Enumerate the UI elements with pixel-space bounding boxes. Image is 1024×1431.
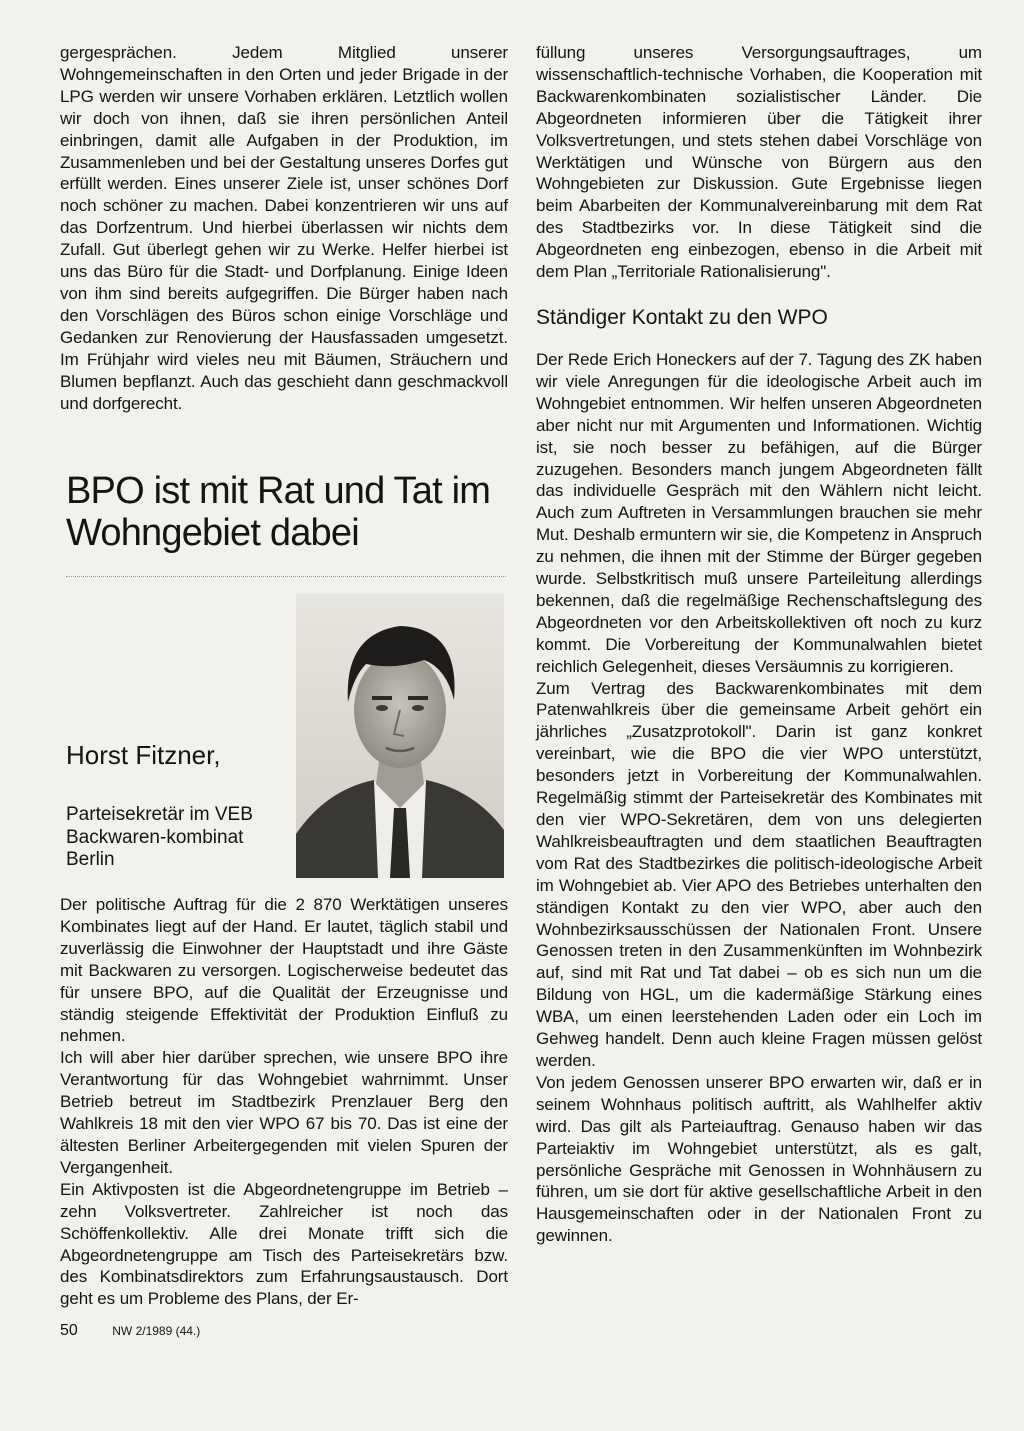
left-article-paragraph-1: Der politische Auftrag für die 2 870 Werktätigen unseres Kombinates liegt auf der Hand. Er lautet, täglich stabil und zuverlässig die Einwohner der Hauptstadt und ihre Gäste mit Backwaren zu versorgen. Logischerweise bedeutet das für unsere BPO, auf die Qualität der Erzeugnisse und ständig steigende Effektivität der Produktion Einfluß zu nehmen. — [60, 895, 508, 1046]
left-article-paragraph-2: Ich will aber hier darüber sprechen, wie unsere BPO ihre Verantwortung für das Wohngebiet wahrnimmt. Unser Betrieb betreut im Stadtbezirk Prenzlauer Berg den Wahlkreis 18 mit den vier WPO 67 bis 70. Das ist eine der ältesten Berliner Arbeitergegenden mit vielen Spuren der Vergangenheit. — [60, 1048, 508, 1177]
headline-divider — [66, 576, 506, 577]
issue-label: NW 2/1989 (44.) — [112, 1324, 201, 1338]
page-footer — [60, 1322, 200, 1340]
right-article-paragraph-3: Von jedem Genossen unserer BPO erwarten wir, daß er in seinem Wohnhaus politisch auftritt, als Wahlhelfer aktiv wird. Das gilt als Parteiauftrag. Genauso haben wir das Parteiaktiv im Wohngebiet unterstützt, als es galt, persönliche Gespräche mit Genossen in Wohnhäusern zu führen, um sie dort für aktive gesellschaftliche Arbeit in den Hausgemeinschaften oder in der Nationalen Front zu gewinnen. — [536, 1072, 982, 1246]
author-portrait-photo — [296, 594, 504, 878]
left-column-article — [60, 894, 508, 1310]
page-number: 50 — [60, 1322, 78, 1339]
left-intro-paragraph: gergesprächen. Jedem Mitglied unserer Wohngemeinschaften in den Orten und jeder Brigade in der LPG werden wir unsere Vorhaben erklären. Letztlich wollen wir doch von ihnen, daß sie ihren persönlichen Anteil einbringen, damit alle Aufgaben in der Produktion, im Zusammenleben und bei der Gestaltung unseres Dorfes gut erfüllt werden. Eines unserer Ziele ist, unser schönes Dorf noch schöner zu machen. Dabei konzentrieren wir uns auf das Dorfzentrum. Und hierbei überlassen wir nichts dem Zufall. Gut überlegt gehen wir zu Werke. Helfer hierbei ist uns das Büro für die Stadt- und Dorfplanung. Einige Ideen von ihm sind bereits aufgegriffen. Die Bürger haben nach den Vorschlägen des Büros schon einige Vorschläge und Gedanken zur Renovierung der Hausfassaden umgesetzt. Im Frühjahr wird vieles neu mit Bäumen, Sträuchern und Blumen bepflanzt. Auch das geschieht dann geschmackvoll und dorfgerecht. — [60, 43, 508, 413]
portrait-illustration — [296, 594, 504, 878]
left-article-paragraph-3: Ein Aktivposten ist die Abgeordnetengruppe im Betrieb – zehn Volksvertreter. Zahlreicher ist noch das Schöffenkollektiv. Alle drei Monate trifft sich die Abgeordnetengruppe am Tisch des Parteisekretärs bzw. des Kombinatsdirektors zum Erfahrungsaustausch. Dort geht es um Probleme des Plans, der Er- — [60, 1179, 508, 1309]
author-role: Parteisekretär im VEB Backwaren-kombinat Berlin — [66, 804, 253, 870]
article-headline: BPO ist mit Rat und Tat im Wohngebiet dabei — [66, 470, 491, 554]
section-subheading: Ständiger Kontakt zu den WPO — [536, 305, 828, 329]
author-name: Horst Fitzner, — [66, 740, 221, 770]
left-column-intro — [60, 42, 508, 414]
right-column — [536, 42, 982, 1247]
right-intro-paragraph: füllung unseres Versorgungsauftrages, um wissenschaftlich-technische Vorhaben, die Kooperation mit Backwarenkombinaten sozialistischer Länder. Die Abgeordneten informieren über die Tätigkeit ihrer Volksvertretungen, und stets stehen dabei Vorschläge von Werktätigen und Wünsche von Bürgern aus den Wohngebieten zur Diskussion. Gute Ergebnisse liegen beim Abarbeiten der Kommunalvereinbarung mit dem Rat des Stadtbezirks vor. In diese Tätigkeit sind die Abgeordneten eng einbezogen, ebenso in die Arbeit mit dem Plan „Territoriale Rationalisierung". — [536, 43, 982, 282]
right-article-paragraph-1: Der Rede Erich Honeckers auf der 7. Tagung des ZK haben wir viele Anregungen für die ideologische Arbeit auch im Wohngebiet entnommen. Wir helfen unseren Abgeordneten aber nicht nur mit Argumenten und Informationen. Wichtig ist, sie noch besser zu befähigen, auf die Bürger zuzugehen. Besonders manch jungem Abgeordneten fällt das individuelle Gespräch mit den Wählern nicht leicht. Auch zum Auftreten in Versammlungen brauchen sie mehr Mut. Deshalb ermuntern wir sie, die Kompetenz in Anspruch zu nehmen, die ihnen mit der Stimme der Bürger gegeben wurde. Selbstkritisch muß unsere Parteileitung allerdings bekennen, daß die regelmäßige Rechenschaftslegung des Abgeordneten vor den Arbeitskollektiven oft noch zu kurz kommt. Die Vorbereitung der Kommunalwahlen bietet reichlich Gelegenheit, dieses Versäumnis zu korrigieren. — [536, 349, 982, 676]
right-article-paragraph-2: Zum Vertrag des Backwarenkombinates mit dem Patenwahlkreis über die gemeinsame Arbeit gehört ein jährliches „Zusatzprotokoll". Darin ist ganz konkret vereinbart, wie die BPO die vier WPO unterstützt, besonders jetzt in Vorbereitung der Kommunalwahlen. Regelmäßig stimmt der Parteisekretär des Kombinates mit den vier WPO-Sekretären, dem von uns delegierten Wahlkreisbeauftragten und dem staatlichen Beauftragten vom Rat des Stadtbezirkes die politisch-ideologische Arbeit im Wohngebiet ab. Vier APO des Betriebes unterhalten den ständigen Kontakt zu den vier WPO, aber auch den Wohnbezirksausschüssen der Nationalen Front. Unsere Genossen treten in den Zusammenkünften im Wohnbezirk auf, sind mit Rat und Tat dabei – ob es sich nun um die Bildung von HGL, um die kadermäßige Stärkung eines WBA, um einen leerstehenden Laden oder ein Loch im Gehweg handelt. Denn auch kleine Fragen müssen gelöst werden. — [536, 678, 982, 1070]
